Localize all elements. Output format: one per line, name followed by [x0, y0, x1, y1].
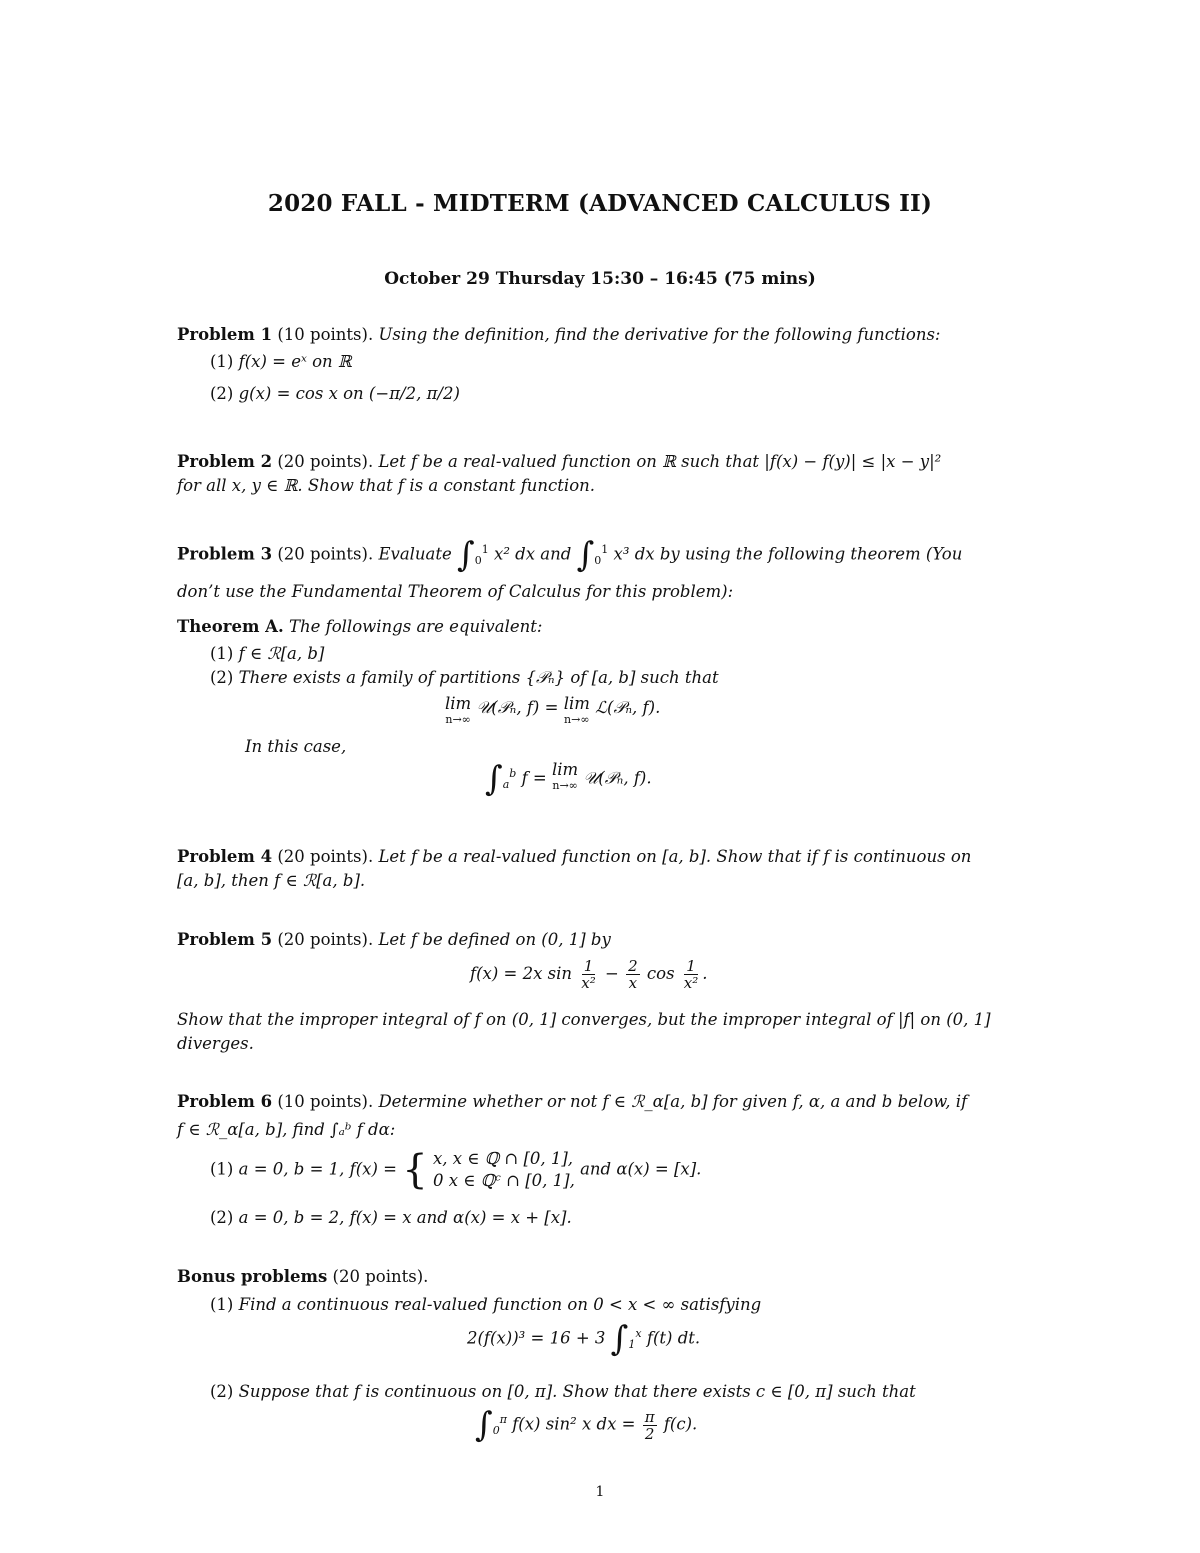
- lim-word: lim: [563, 694, 590, 713]
- bonus-item-2: [210, 1380, 916, 1404]
- numerator: 1: [686, 957, 696, 975]
- item-text: Find a continuous real-valued function on 0 < x < ∞ satisfying: [238, 1295, 762, 1314]
- numerator: 1: [583, 957, 594, 975]
- denominator: x²: [683, 974, 699, 992]
- numerator: π: [644, 1407, 655, 1426]
- theorem-a-heading: [177, 615, 542, 639]
- equation-lhs: f(x) sin² x dx =: [512, 1414, 636, 1434]
- problem-6-points: (10 points).: [277, 1092, 374, 1111]
- problem-1-points: (10 points).: [277, 325, 374, 344]
- integral-sign: ∫: [610, 1319, 629, 1359]
- integral-lower: 0: [594, 553, 602, 567]
- theorem-a-limit-equation: [445, 696, 660, 728]
- item-text: a = 0, b = 1, f(x) =: [238, 1159, 397, 1179]
- theorem-a-item-1: [210, 642, 324, 666]
- limit-operator: [552, 762, 578, 794]
- item-text: and α(x) = [x].: [580, 1159, 702, 1179]
- denominator: x²: [581, 974, 596, 992]
- denominator: 2: [644, 1424, 655, 1443]
- problem-6-item-2: [210, 1206, 572, 1230]
- case-2: 0 x ∈ ℚᶜ ∩ [0, 1],: [432, 1171, 575, 1190]
- problem-3-evaluate: Evaluate: [378, 544, 452, 564]
- integral-sign: ∫: [485, 759, 503, 799]
- integrand: f =: [521, 768, 552, 788]
- page-title: 2020 FALL - MIDTERM (ADVANCED CALCULUS II): [267, 190, 933, 217]
- item-text: a = 0, b = 2, f(x) = x and α(x) = x + [x].: [238, 1208, 572, 1227]
- cos-word: cos: [646, 964, 675, 983]
- problem-5-line-2: Show that the improper integral of f on (0, 1] converges, but the improper integral of |f| on (0, 1]: [177, 1010, 991, 1029]
- piecewise-cases: [433, 1148, 575, 1192]
- exam-date: October 29 Thursday 15:30 – 16:45 (75 mins): [384, 269, 816, 289]
- theorem-a-item-2: [210, 666, 719, 690]
- problem-5-text: Let f be defined on (0, 1] by: [378, 930, 611, 949]
- problem-4-points: (20 points).: [277, 847, 374, 866]
- item-text: g(x) = cos x on (−π/2, π/2): [238, 384, 460, 403]
- lower-sum: ℒ(𝒫ₙ, f).: [595, 698, 661, 717]
- item-text: f ∈ ℛ[a, b]: [238, 644, 325, 663]
- problem-1-item-1: [210, 350, 352, 374]
- bonus-item-1: [210, 1293, 761, 1317]
- integral-sign: ∫: [475, 1405, 493, 1445]
- integral-lower: 1: [628, 1337, 636, 1351]
- fraction: [682, 958, 700, 991]
- item-number: (2): [210, 384, 234, 403]
- problem-4-text: Let f be a real-valued function on [a, b]. Show that if f is continuous on: [378, 847, 972, 866]
- item-number: (1): [210, 1295, 234, 1314]
- integral-upper: 1: [481, 543, 489, 556]
- integral-lower: a: [502, 777, 510, 791]
- equation-lhs: f(x) = 2x sin: [470, 964, 573, 983]
- problem-4-line-2: [a, b], then f ∈ ℛ[a, b].: [177, 871, 366, 890]
- item-number: (1): [210, 644, 234, 663]
- upper-sum: 𝒰(𝒫ₙ, f).: [583, 768, 652, 788]
- item-text: There exists a family of partitions {𝒫ₙ} of [a, b] such that: [238, 668, 719, 687]
- bonus-equation-2: [475, 1405, 698, 1445]
- lim-word: lim: [445, 694, 472, 713]
- theorem-a-integral-equation: [485, 759, 652, 799]
- fraction: [579, 958, 597, 991]
- page-number: 1: [595, 1484, 605, 1500]
- lim-subscript: n→∞: [564, 713, 590, 726]
- numerator: 2: [628, 957, 638, 975]
- fraction: [626, 958, 640, 991]
- item-number: (1): [210, 1159, 234, 1179]
- problem-5-label: Problem 5: [177, 930, 273, 949]
- theorem-a-in-this-case: In this case,: [245, 737, 347, 756]
- integral-upper: π: [499, 1413, 507, 1426]
- problem-3-points: (20 points).: [277, 544, 374, 564]
- bonus-equation-1: [467, 1319, 701, 1359]
- left-brace: {: [402, 1147, 428, 1193]
- integral-sign: ∫: [457, 535, 475, 575]
- case-1: x, x ∈ ℚ ∩ [0, 1],: [432, 1149, 574, 1168]
- equation-lhs: 2(f(x))³ = 16 + 3: [467, 1328, 606, 1348]
- bonus-heading: [177, 1265, 428, 1289]
- problem-3-integral-1: x² dx and: [494, 544, 572, 564]
- problem-1-heading: [177, 323, 941, 347]
- fraction: [643, 1409, 657, 1442]
- problem-1-label: Problem 1: [177, 325, 273, 344]
- integral-lower: 0: [474, 553, 482, 567]
- theorem-a-statement: The followings are equivalent:: [288, 617, 543, 636]
- item-number: (2): [210, 1382, 234, 1401]
- problem-6-label: Problem 6: [177, 1092, 273, 1111]
- limit-operator: [564, 696, 590, 728]
- problem-5-line-1: [177, 928, 611, 952]
- problem-6-line-1: [177, 1090, 967, 1114]
- integral-upper: 1: [601, 543, 609, 556]
- integral-lower: 0: [492, 1423, 500, 1437]
- problem-3-line-2: don’t use the Fundamental Theorem of Calculus for this problem):: [177, 582, 734, 601]
- equation-rhs: f(t) dt.: [646, 1328, 701, 1348]
- problem-6-line-2: f ∈ ℛ_α[a, b], find ∫ₐᵇ f dα:: [177, 1120, 396, 1139]
- bonus-points: (20 points).: [332, 1267, 429, 1286]
- problem-6-text: Determine whether or not f ∈ ℛ_α[a, b] for given f, α, a and b below, if: [378, 1092, 968, 1111]
- item-number: (1): [210, 352, 234, 371]
- problem-2-points: (20 points).: [277, 452, 374, 471]
- item-text: Suppose that f is continuous on [0, π]. Show that there exists c ∈ [0, π] such that: [238, 1382, 916, 1401]
- upper-sum: 𝒰(𝒫ₙ, f) =: [476, 698, 564, 717]
- bonus-label: Bonus problems: [177, 1267, 328, 1286]
- problem-5-points: (20 points).: [277, 930, 374, 949]
- problem-1-statement: Using the definition, find the derivative for the following functions:: [378, 325, 941, 344]
- lim-word: lim: [552, 760, 579, 779]
- integral-upper: x: [635, 1327, 642, 1340]
- problem-3-label: Problem 3: [177, 544, 273, 564]
- problem-2-line-2: for all x, y ∈ ℝ. Show that f is a constant function.: [177, 476, 596, 495]
- problem-3-line-1: [177, 535, 963, 575]
- problem-5-equation: f(x) = 2x sin $\frac{1}{\text{x²}}$ − $\frac{2}{x}$ cos $\frac{1}{\text{x²}}$ .: [470, 957, 708, 992]
- problem-2-label: Problem 2: [177, 452, 273, 471]
- problem-2-line-1: [177, 450, 941, 474]
- problem-3-integral-2: x³ dx by using the following theorem (You: [613, 544, 963, 564]
- problem-4-line-1: [177, 845, 971, 869]
- theorem-a-label: Theorem A.: [177, 617, 284, 636]
- integral-sign: ∫: [576, 535, 595, 575]
- problem-1-item-2: [210, 382, 460, 406]
- denominator: x: [628, 974, 638, 992]
- lim-subscript: n→∞: [552, 779, 578, 792]
- problem-6-item-1: [210, 1148, 701, 1192]
- limit-operator: [445, 696, 471, 728]
- problem-4-label: Problem 4: [177, 847, 273, 866]
- item-number: (2): [210, 1208, 234, 1227]
- equation-rhs: f(c).: [663, 1414, 698, 1434]
- problem-5-line-3: diverges.: [177, 1034, 254, 1053]
- item-text: f(x) = eˣ on ℝ: [238, 352, 352, 371]
- integral-upper: b: [509, 767, 517, 780]
- item-number: (2): [210, 668, 234, 687]
- problem-2-text: Let f be a real-valued function on ℝ such that |f(x) − f(y)| ≤ |x − y|²: [378, 452, 942, 471]
- lim-subscript: n→∞: [445, 713, 471, 726]
